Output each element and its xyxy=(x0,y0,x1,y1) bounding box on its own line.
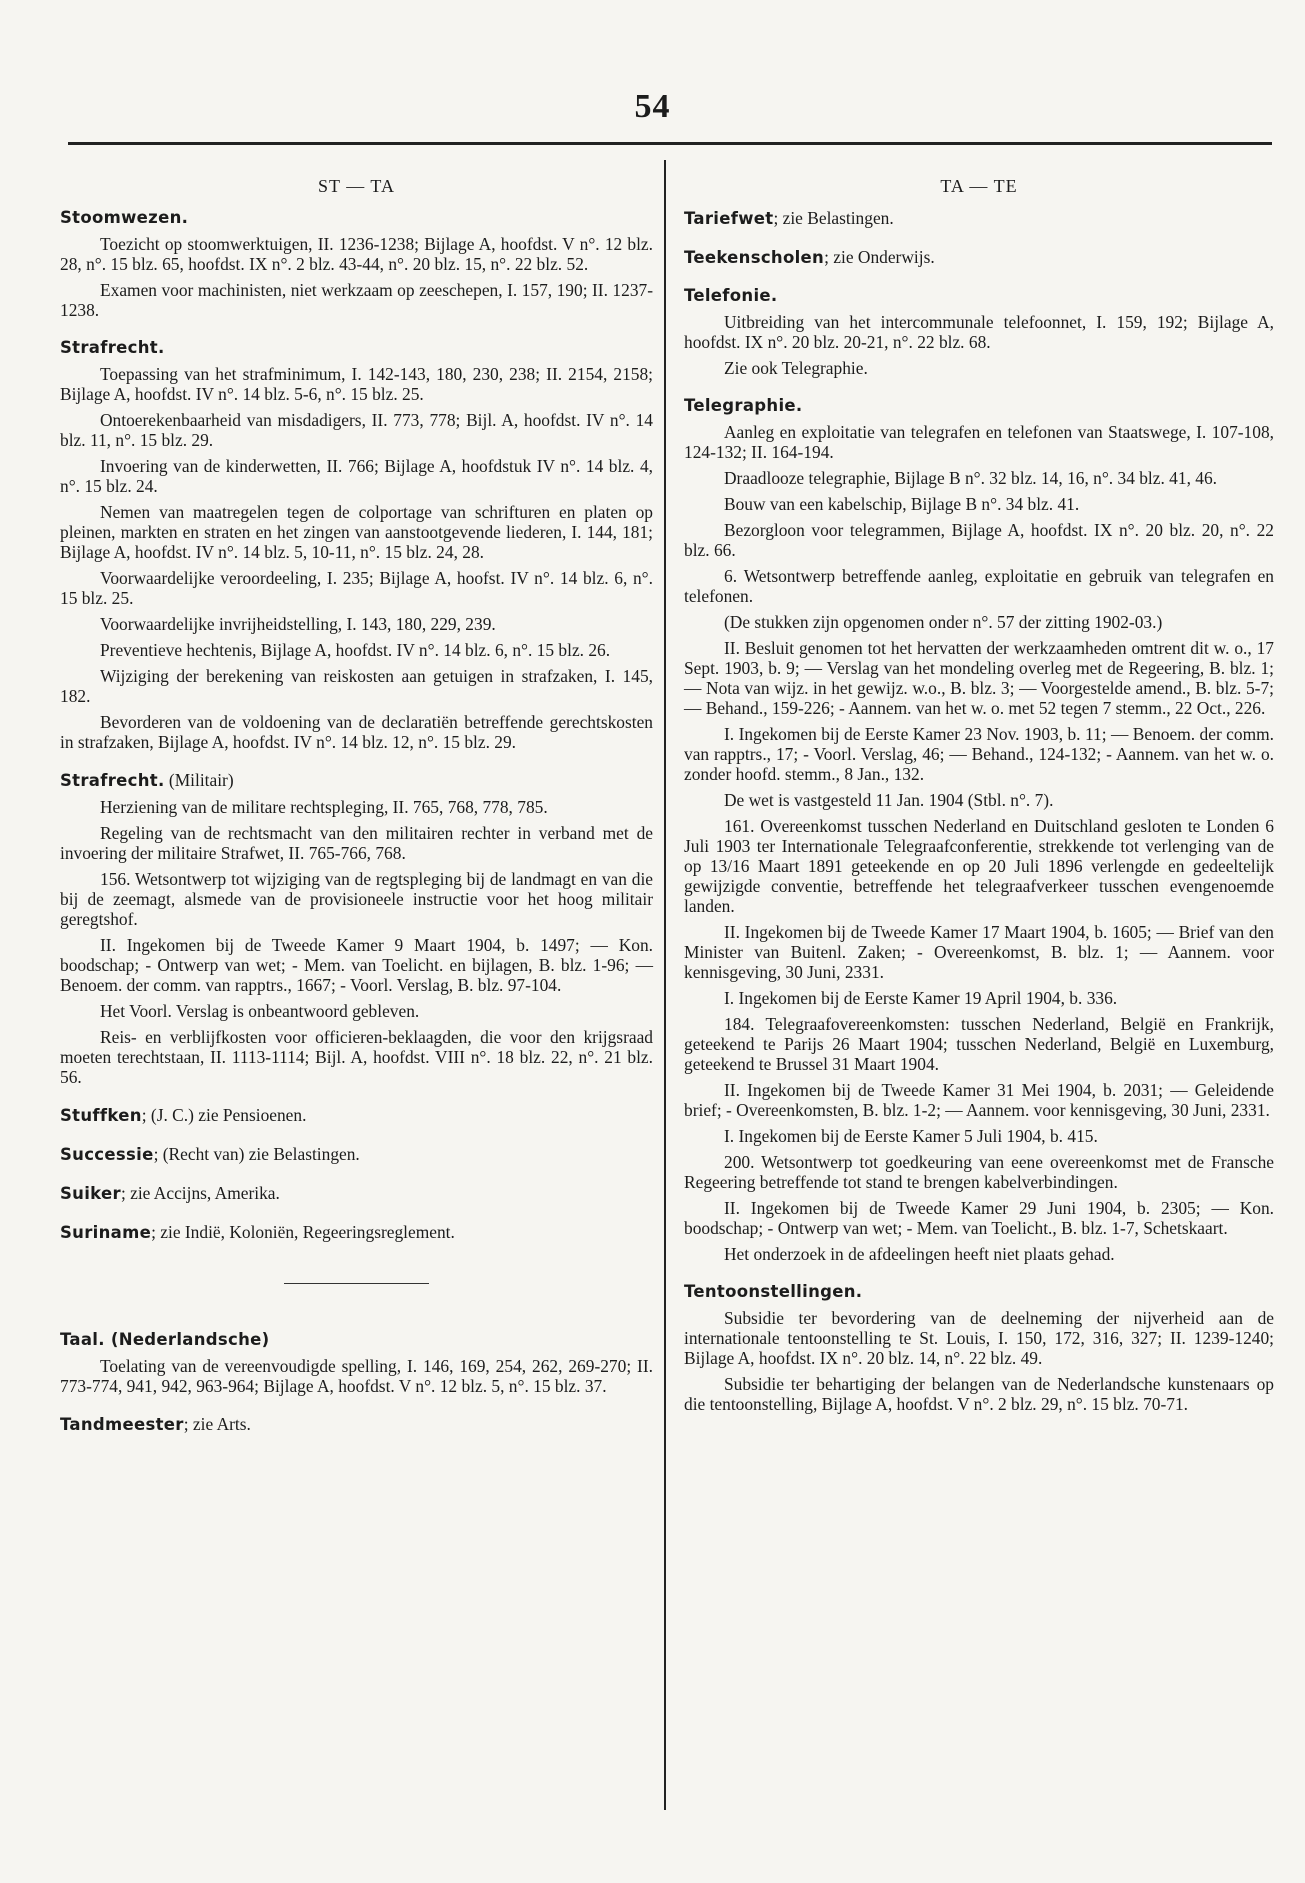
index-entry xyxy=(60,1414,653,1435)
column-divider xyxy=(664,160,666,1810)
entry-paragraph: Nemen van maatregelen tegen de colportage van schrifturen en platen op pleinen, markten en straten en het zingen van aanstootgevende liederen, I. 144, 181; Bijlage A, hoofdst. IV n°. 14 blz. 5, 10-11, n°. 15 blz. 24, 28. xyxy=(60,502,653,562)
entry-paragraph: Het Voorl. Verslag is onbeantwoord gebleven. xyxy=(100,1001,420,1021)
entry-paragraph: II. Ingekomen bij de Tweede Kamer 17 Maart 1904, b. 1605; — Brief van den Minister van Buitenl. Zaken; - Overeenkomst, B. blz. 1; — Aannem. voor kennisgeving, 30 Juni, 2331. xyxy=(684,922,1274,982)
index-entry xyxy=(60,1105,653,1126)
top-rule xyxy=(68,142,1272,145)
entry-rest: ; (Recht van) zie Belastingen. xyxy=(153,1144,360,1164)
entry-paragraph: 161. Overeenkomst tusschen Nederland en Duitschland gesloten te Londen 6 Juli 1903 ter Internationale Telegraafconferentie, strekkende tot verlenging van de op 13/16 Maart 1891 geteekende en op 20 Juli 1896 verlengde en gedeeltelijk gewijzigde conventie, betreffende het telegraafverkeer tusschen evengenoemde landen. xyxy=(684,816,1274,916)
entry-paragraph: Subsidie ter behartiging der belangen van de Nederlandsche kunstenaars op die tentoonstelling, Bijlage A, hoofdst. V n°. 2 blz. 29, n°. 15 blz. 70-71. xyxy=(684,1374,1274,1414)
entry-rest: ; (J. C.) zie Pensioenen. xyxy=(141,1105,307,1125)
entry-head: Teekenscholen xyxy=(684,248,825,267)
entry-paragraph: Herziening van de militare rechtspleging, II. 765, 768, 778, 785. xyxy=(100,797,548,817)
entry-paragraph: 200. Wetsontwerp tot goedkeuring van eene overeenkomst met de Fransche Regeering betreffende tot stand te brengen kabelverbindingen. xyxy=(684,1152,1274,1192)
entry-paragraph: Het onderzoek in de afdeelingen heeft niet plaats gehad. xyxy=(724,1244,1115,1264)
entry-paragraph: De wet is vastgesteld 11 Jan. 1904 (Stbl. n°. 7). xyxy=(724,790,1054,810)
entry-paragraph: Voorwaardelijke invrijheidstelling, I. 143, 180, 229, 239. xyxy=(100,614,496,634)
entry-paragraph: (De stukken zijn opgenomen onder n°. 57 der zitting 1902-03.) xyxy=(724,612,1163,632)
entry-paragraph: Toepassing van het strafminimum, I. 142-143, 180, 230, 238; II. 2154, 2158; Bijlage A, hoofdst. IV n°. 14 blz. 5-6, n°. 15 blz. 25. xyxy=(60,364,653,404)
entry-paragraph: Ontoerekenbaarheid van misdadigers, II. 773, 778; Bijl. A, hoofdst. IV n°. 14 blz. 11, n°. 15 blz. 29. xyxy=(60,410,653,450)
index-entry xyxy=(684,208,1274,229)
entry-rest: ; zie Arts. xyxy=(183,1414,251,1434)
entry-paragraph: Aanleg en exploitatie van telegrafen en telefonen van Staatswege, I. 107-108, 124-132; II. 164-194. xyxy=(684,422,1274,462)
page-number: 54 xyxy=(634,88,671,125)
index-entry xyxy=(684,247,1274,268)
left-range: ST — TA xyxy=(318,176,395,196)
heading-text: Strafrecht. xyxy=(60,771,165,790)
index-entry xyxy=(60,1222,653,1243)
section-separator xyxy=(284,1283,429,1284)
entry-paragraph: Subsidie ter bevordering van de deelneming der nijverheid aan de internationale tentoonstelling te St. Louis, I. 150, 172, 316, 327; II. 1239-1240; Bijlage A, hoofdst. IX n°. 20 blz. 14, n°. 22 blz. 49. xyxy=(684,1308,1274,1368)
entry-paragraph: II. Ingekomen bij de Tweede Kamer 29 Juni 1904, b. 2305; — Kon. boodschap; - Ontwerp van wet; - Mem. van Toelicht., B. blz. 1-7, Schetskaart. xyxy=(684,1198,1274,1238)
entry-paragraph: Wijziging der berekening van reiskosten aan getuigen in strafzaken, I. 145, 182. xyxy=(60,666,653,706)
entry-paragraph: Preventieve hechtenis, Bijlage A, hoofdst. IV n°. 14 blz. 6, n°. 15 blz. 26. xyxy=(100,640,611,660)
entry-rest: ; zie Belastingen. xyxy=(773,208,894,228)
entry-paragraph: 156. Wetsontwerp tot wijziging van de regtspleging bij de landmagt en van die bij de zeemagt, alsmede van de provisioneele instructie voor het hoog militair geregtshof. xyxy=(60,869,653,929)
entry-paragraph: Invoering van de kinderwetten, II. 766; Bijlage A, hoofdstuk IV n°. 14 blz. 4, n°. 15 blz. 24. xyxy=(60,456,653,496)
entry-paragraph: Voorwaardelijke veroordeeling, I. 235; Bijlage A, hoofst. IV n°. 14 blz. 6, n°. 15 blz. 25. xyxy=(60,568,653,608)
entry-paragraph: II. Ingekomen bij de Tweede Kamer 31 Mei 1904, b. 2031; — Geleidende brief; - Overeenkomsten, B. blz. 1-2; — Aannem. voor kennisgeving, 30 Juni, 2331. xyxy=(684,1080,1274,1120)
entry-paragraph: Examen voor machinisten, niet werkzaam op zeeschepen, I. 157, 190; II. 1237-1238. xyxy=(60,280,653,320)
entry-head: Stuffken xyxy=(60,1106,142,1125)
entry-rest: ; zie Onderwijs. xyxy=(824,247,935,267)
entry-paragraph: Uitbreiding van het intercommunale telefoonnet, I. 159, 192; Bijlage A, hoofdst. IX n°. 20 blz. 20-21, n°. 22 blz. 68. xyxy=(684,312,1274,352)
right-range: TA — TE xyxy=(940,176,1018,196)
entry-paragraph: Bouw van een kabelschip, Bijlage B n°. 34 blz. 41. xyxy=(724,494,1080,514)
entry-rest: ; zie Indië, Koloniën, Regeeringsreglement. xyxy=(151,1222,455,1242)
entry-paragraph: Reis- en verblijfkosten voor officieren-beklaagden, die voor den krijgsraad moeten terechtstaan, II. 1113-1114; Bijl. A, hoofdst. VIII n°. 18 blz. 22, n°. 21 blz. 56. xyxy=(60,1027,653,1087)
entry-paragraph: Draadlooze telegraphie, Bijlage B n°. 32 blz. 14, 16, n°. 34 blz. 41, 46. xyxy=(724,468,1218,488)
entry-paragraph: II. Ingekomen bij de Tweede Kamer 9 Maart 1904, b. 1497; — Kon. boodschap; - Ontwerp van wet; - Mem. van Toelicht. en bijlagen, B. blz. 1-96; — Benoem. der comm. van rapptrs., 1667; - Voorl. Verslag, B. blz. 97-104. xyxy=(60,935,653,995)
entry-paragraph: I. Ingekomen bij de Eerste Kamer 5 Juli 1904, b. 415. xyxy=(724,1126,1098,1146)
section-heading-strafrecht-militair xyxy=(60,770,653,791)
entry-paragraph: Bezorgloon voor telegrammen, Bijlage A, hoofdst. IX n°. 20 blz. 20, n°. 22 blz. 66. xyxy=(684,520,1274,560)
entry-paragraph: II. Besluit genomen tot het hervatten der werkzaamheden omtrent dit w. o., 17 Sept. 1903, b. 9; — Verslag van het mondeling overleg met de Regeering, B. blz. 1; — Nota van wijz. in het gewijz. w.o., B. blz. 3; — Voorgestelde amend., B. blz. 5-7; — Behand., 159-226; - Aannem. van het w. o. met 52 tegen 7 stemm., 22 Oct., 226. xyxy=(684,638,1274,718)
entry-head: Tariefwet xyxy=(684,209,774,228)
entry-paragraph: Zie ook Telegraphie. xyxy=(724,358,868,378)
index-entry xyxy=(60,1183,653,1204)
entry-head: Suiker xyxy=(60,1184,121,1203)
entry-paragraph: 184. Telegraafovereenkomsten: tusschen Nederland, België en Frankrijk, geteekend te Parijs 26 Maart 1904; tusschen Nederland, België en Luxemburg, geteekend te Brussel 31 Maart 1904. xyxy=(684,1014,1274,1074)
entry-paragraph: Toelating van de vereenvoudigde spelling, I. 146, 169, 254, 262, 269-270; II. 773-774, 941, 942, 963-964; Bijlage A, hoofdst. V n°. 12 blz. 5, n°. 15 blz. 37. xyxy=(60,1356,653,1396)
entry-paragraph: 6. Wetsontwerp betreffende aanleg, exploitatie en gebruik van telegrafen en telefonen. xyxy=(684,566,1274,606)
entry-paragraph: I. Ingekomen bij de Eerste Kamer 23 Nov. 1903, b. 11; — Benoem. der comm. van rapptrs., 17; - Voorl. Verslag, 46; — Behand., 124-132; - Aannem. van het w. o. zonder hoofd. stemm., 8 Jan., 132. xyxy=(684,724,1274,784)
entry-head: Suriname xyxy=(60,1223,152,1242)
entry-paragraph: I. Ingekomen bij de Eerste Kamer 19 April 1904, b. 336. xyxy=(724,988,1118,1008)
heading-suffix: (Militair) xyxy=(168,770,234,790)
section-heading-taal: Taal. (Nederlandsche) xyxy=(60,1330,270,1349)
entry-head: Successie xyxy=(60,1145,154,1164)
entry-paragraph: Toezicht op stoomwerktuigen, II. 1236-1238; Bijlage A, hoofdst. V n°. 12 blz. 28, n°. 15 blz. 65, hoofdst. IX n°. 2 blz. 43-44, n°. 20 blz. 15, n°. 22 blz. 52. xyxy=(60,234,653,274)
entry-head: Tandmeester xyxy=(60,1415,184,1434)
entry-paragraph: Regeling van de rechtsmacht van den militairen rechter in verband met de invoering der militaire Strafwet, II. 765-766, 768. xyxy=(60,823,653,863)
left-column xyxy=(60,172,653,1441)
right-column xyxy=(684,172,1274,1420)
entry-paragraph: Bevorderen van de voldoening van de declaratiën betreffende gerechtskosten in strafzaken, Bijlage A, hoofdst. IV n°. 14 blz. 12, n°. 15 blz. 29. xyxy=(60,712,653,752)
index-entry xyxy=(60,1144,653,1165)
section-heading-strafrecht: Strafrecht. xyxy=(60,338,165,357)
section-heading-stoomwezen: Stoomwezen. xyxy=(60,208,189,227)
section-heading-telegraphie: Telegraphie. xyxy=(684,396,803,415)
entry-rest: ; zie Accijns, Amerika. xyxy=(120,1183,280,1203)
section-heading-tentoonstellingen: Tentoonstellingen. xyxy=(684,1282,863,1301)
section-heading-telefonie: Telefonie. xyxy=(684,286,778,305)
